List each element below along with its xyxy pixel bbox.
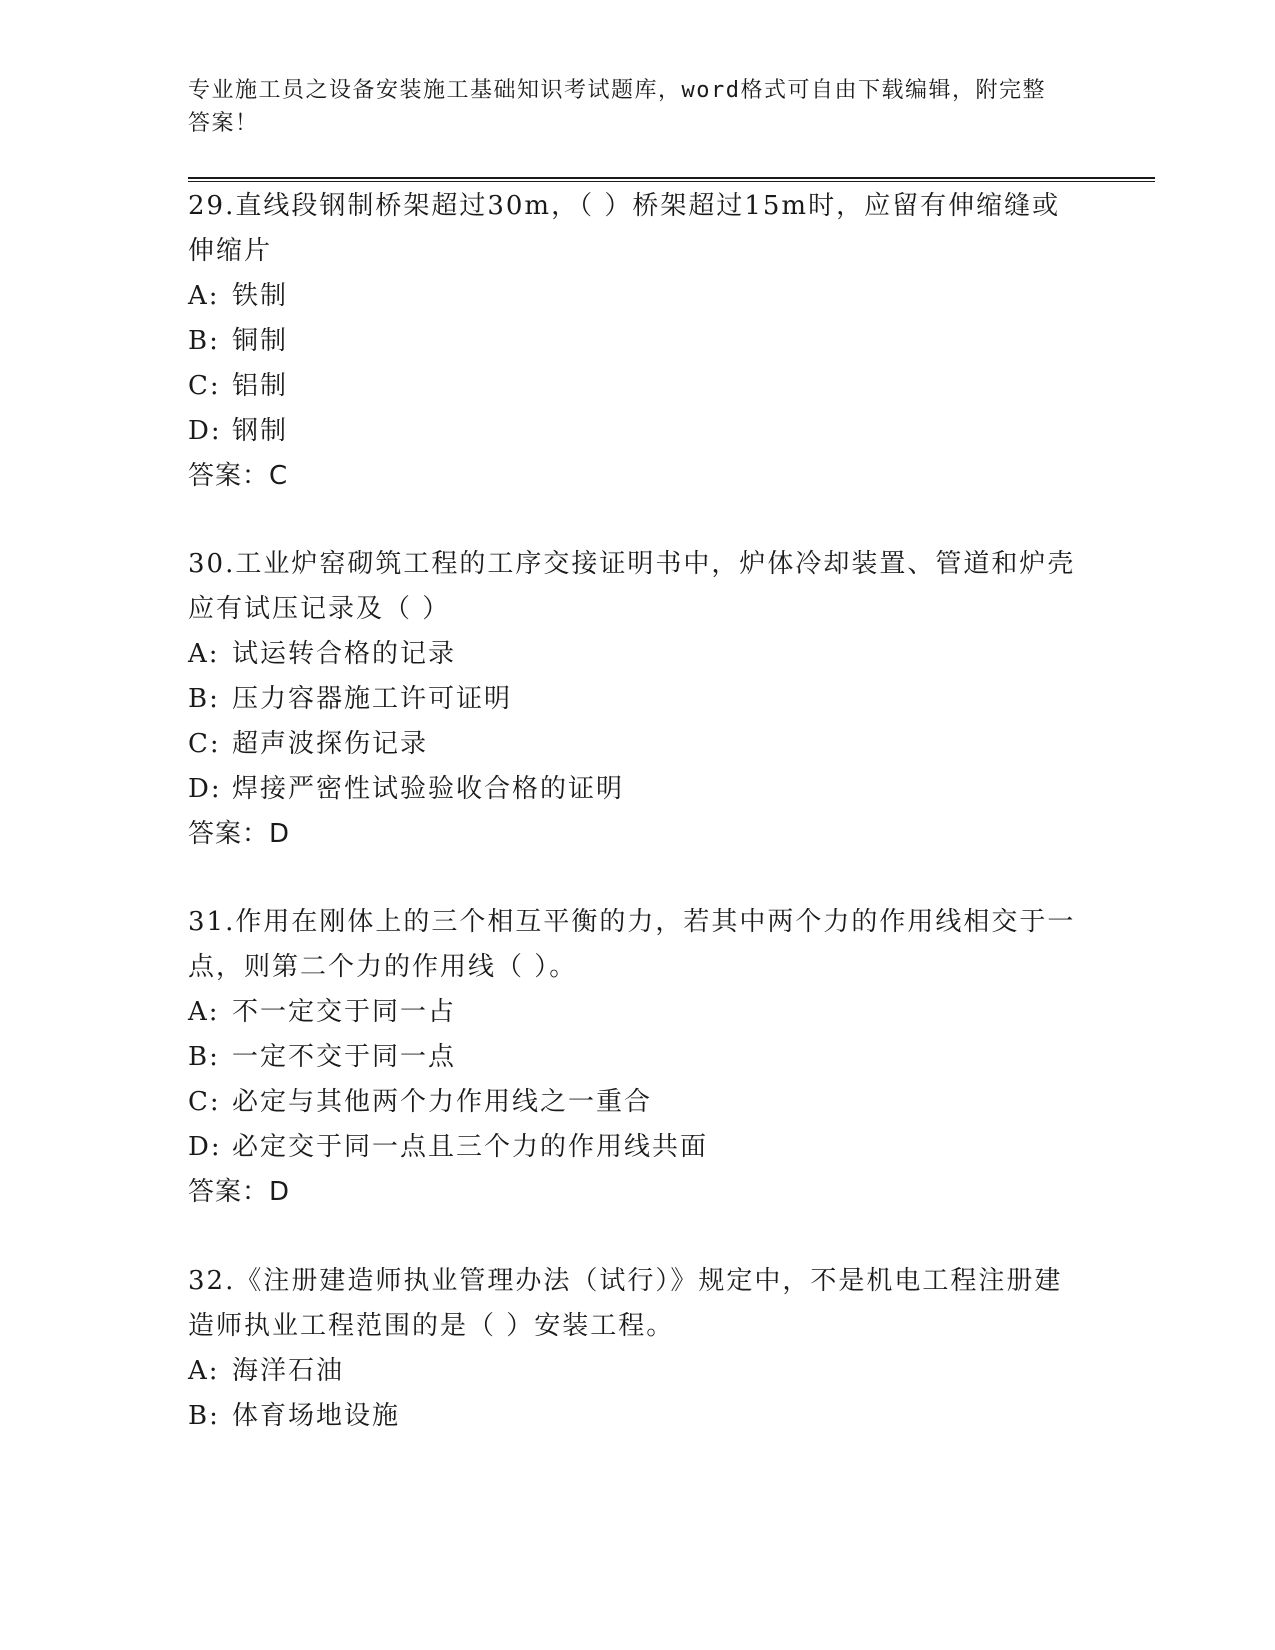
option-text: 海洋石油: [232, 1356, 345, 1386]
question-31: [188, 900, 1088, 1215]
option-text: 必定交于同一点且三个力的作用线共面: [232, 1132, 709, 1162]
option-d: [188, 1125, 1088, 1170]
question-stem: 31.作用在刚体上的三个相互平衡的力，若其中两个力的作用线相交于一点，则第二个力的作用线（ ）。: [188, 907, 1076, 982]
option-a: [188, 274, 1088, 319]
option-c: [188, 1080, 1088, 1125]
option-c: [188, 364, 1088, 409]
question-30: [188, 542, 1088, 857]
option-letter: B:: [188, 326, 220, 356]
option-letter: A:: [188, 281, 220, 311]
option-text: 超声波探伤记录: [232, 729, 429, 759]
question-stem: 32.《注册建造师执业管理办法（试行）》规定中，不是机电工程注册建造师执业工程范围的是（ ）安装工程。: [188, 1266, 1063, 1341]
option-b: [188, 319, 1088, 364]
option-letter: D:: [188, 774, 222, 804]
option-c: [188, 722, 1088, 767]
page-header-title: 专业施工员之设备安装施工基础知识考试题库，word格式可自由下载编辑，附完整答案！: [188, 78, 1046, 136]
option-letter: C:: [188, 1087, 221, 1117]
option-letter: B:: [188, 684, 220, 714]
option-text: 试运转合格的记录: [232, 639, 457, 669]
option-a: [188, 632, 1088, 677]
option-letter: C:: [188, 371, 221, 401]
option-text: 铁制: [232, 281, 289, 311]
option-text: 铝制: [232, 371, 289, 401]
question-stem: 30.工业炉窑砌筑工程的工序交接证明书中，炉体冷却装置、管道和炉壳应有试压记录及（ ）: [188, 549, 1076, 624]
option-a: [188, 1349, 1088, 1394]
option-text: 体育场地设施: [232, 1401, 401, 1431]
option-letter: D:: [188, 416, 222, 446]
question-29: [188, 184, 1088, 499]
option-b: [188, 677, 1088, 722]
answer-line: 答案：D: [188, 819, 291, 849]
option-text: 必定与其他两个力作用线之一重合: [232, 1087, 653, 1117]
option-letter: C:: [188, 729, 221, 759]
header-divider: [188, 177, 1155, 182]
option-letter: A:: [188, 997, 220, 1027]
option-b: [188, 1394, 1088, 1439]
option-b: [188, 1035, 1088, 1080]
option-text: 焊接严密性试验验收合格的证明: [232, 774, 625, 804]
option-d: [188, 767, 1088, 812]
option-text: 压力容器施工许可证明: [232, 684, 513, 714]
question-stem: 29.直线段钢制桥架超过30m，（ ）桥架超过15m时，应留有伸缩缝或伸缩片: [188, 191, 1061, 266]
question-32: [188, 1259, 1088, 1439]
answer-line: 答案：C: [188, 461, 289, 491]
option-letter: B:: [188, 1401, 220, 1431]
option-d: [188, 409, 1088, 454]
option-text: 铜制: [232, 326, 289, 356]
option-text: 不一定交于同一占: [232, 997, 457, 1027]
option-letter: B:: [188, 1042, 220, 1072]
option-text: 钢制: [232, 416, 289, 446]
option-text: 一定不交于同一点: [232, 1042, 457, 1072]
option-letter: D:: [188, 1132, 222, 1162]
option-letter: A:: [188, 1356, 220, 1386]
option-a: [188, 990, 1088, 1035]
option-letter: A:: [188, 639, 220, 669]
answer-line: 答案：D: [188, 1177, 291, 1207]
